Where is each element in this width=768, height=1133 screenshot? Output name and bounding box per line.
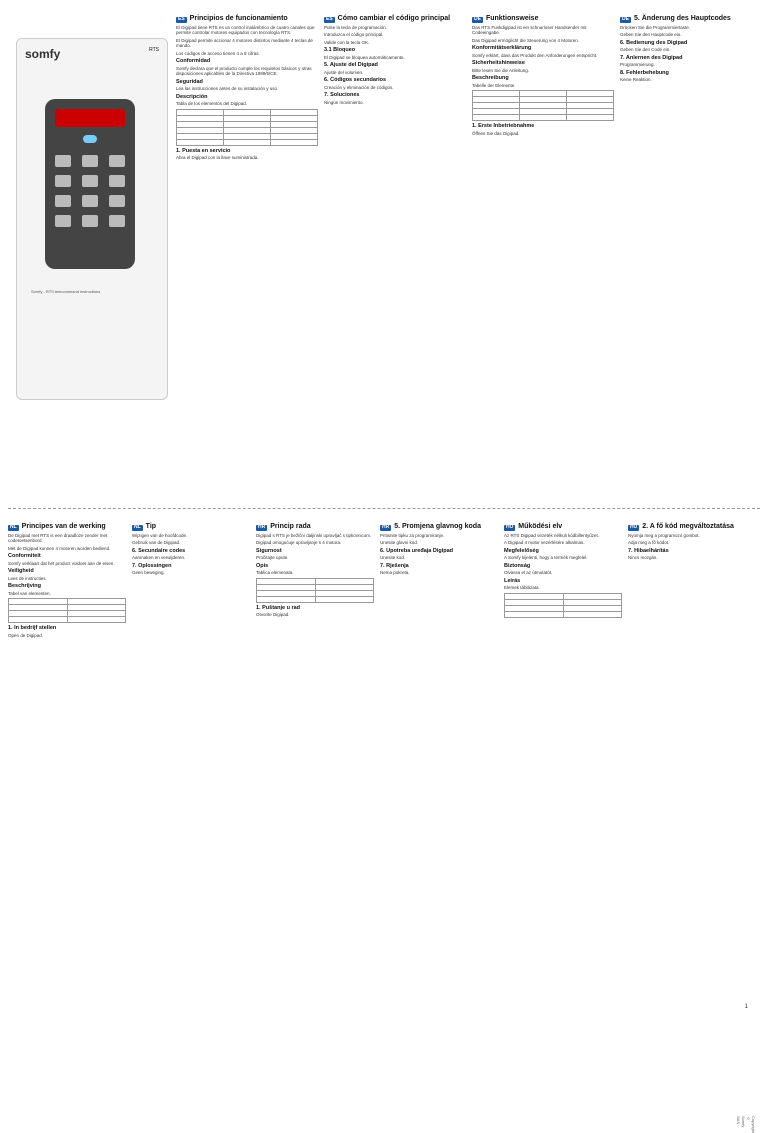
section-text: Nema pokreta. — [380, 570, 410, 575]
section-text: Unesite kod. — [380, 555, 406, 560]
section-heading: Biztonság — [504, 562, 531, 569]
key-icon — [55, 175, 71, 187]
key-icon — [82, 215, 98, 227]
key-icon — [82, 155, 98, 167]
section-text: Öffnen Sie das Digipad. — [472, 130, 520, 136]
paragraph: De Digipad met RTS is een draadloze zender met codetoetsenbord. — [8, 532, 108, 543]
lang-flag: NL — [10, 524, 17, 530]
section-heading: Seguridad — [176, 78, 203, 85]
section-heading: Sicherheitshinweise — [472, 60, 525, 66]
lang-flag: HU — [506, 524, 514, 530]
key-icon — [109, 195, 125, 207]
top-sheet — [8, 8, 760, 504]
column-hu-1 — [504, 524, 622, 620]
section-text: Tabla de los elementos del Digipad. — [176, 101, 248, 106]
section-text: Keine Reaktion. — [620, 77, 652, 82]
key-icon — [109, 175, 125, 187]
column-title: 5. Promjena glavnog koda — [394, 523, 481, 530]
section-text: Geen beweging. — [132, 570, 165, 575]
paragraph: Nyomja meg a programozó gombot. — [628, 532, 700, 538]
lang-flag: DE — [622, 16, 629, 22]
paragraph: El Digipad permite accionar 4 motores distintos mediante 4 teclas de mando. — [176, 37, 313, 48]
section-text: Tabel van elementen. — [8, 590, 51, 596]
paragraph: Drücken Sie die Programmiertaste. — [620, 24, 691, 30]
paragraph: Pritisnite tipku za programiranje. — [380, 532, 445, 538]
led-icon — [83, 135, 97, 143]
column-de-2 — [620, 16, 760, 85]
column-title: Tip — [145, 523, 157, 530]
section-heading: Leírás — [504, 577, 521, 584]
section-text: Ningún movimiento. — [324, 99, 364, 105]
section-heading: 7. Hibaelhárítás — [628, 547, 669, 554]
section-heading: 3.1 Bloqueo — [324, 47, 356, 53]
section-heading: 7. Anlernen des Digipad — [620, 54, 683, 61]
description-table — [8, 598, 126, 623]
section-text: Tabelle der Elemente. — [472, 82, 516, 88]
column-title: Működési elv — [518, 523, 563, 530]
key-icon — [55, 155, 71, 167]
section-heading: Conformidad — [176, 58, 211, 64]
section-heading: Descripción — [176, 93, 208, 100]
paragraph: Az RTS Digipad vezeték nélküli kódbillentyűzet. — [504, 532, 599, 538]
paragraph: Introduzca el código principal. — [324, 32, 384, 37]
key-icon — [82, 195, 98, 207]
column-es-1 — [176, 16, 318, 163]
column-title: Princip rada — [270, 523, 311, 530]
section-heading: 6. Secundaire codes — [132, 547, 186, 554]
column-title: Funktionsweise — [485, 15, 539, 22]
section-text: Otvorite Digipad. — [256, 612, 290, 617]
section-heading: 7. Oplossingen — [132, 562, 172, 569]
section-text: El Digipad se bloquea automáticamente. — [324, 54, 405, 60]
lang-flag: HR — [258, 524, 266, 530]
section-heading: 6. Bedienung des Digipad — [620, 39, 688, 46]
column-hr-2 — [380, 524, 498, 578]
section-heading: 1. Erste Inbetriebnahme — [472, 123, 535, 129]
section-heading: Conformiteit — [8, 553, 41, 559]
section-heading: Konformitätserklärung — [472, 45, 532, 51]
section-text: Somfy erklärt, dass das Produkt den Anforderungen entspricht. — [472, 52, 598, 58]
section-text: Creación y eliminación de códigos. — [324, 84, 394, 90]
column-de-1 — [472, 16, 614, 138]
section-heading: Veiligheid — [8, 568, 34, 574]
description-table — [472, 90, 614, 121]
brand-logo: somfy — [25, 47, 61, 61]
lang-flag: DE — [474, 16, 481, 22]
section-text: Pročitajte upute. — [256, 555, 289, 560]
column-nl-1 — [8, 524, 126, 640]
lang-flag: ES — [326, 16, 333, 22]
paragraph: El Digipad tiene RTS es un control inalámbrico de cuatro canales que permite controlar motores equipados con tecnología RTS. — [176, 24, 315, 35]
page-number: 1 — [744, 1004, 748, 1010]
column-title: Cómo cambiar el código principal — [337, 15, 451, 22]
section-heading: Sigurnost — [256, 547, 282, 554]
key-icon — [109, 215, 125, 227]
rts-logo-icon — [55, 109, 125, 127]
key-icon — [55, 195, 71, 207]
column-hr-1 — [256, 524, 374, 620]
rotated-note: Somfy ‑ RTS telecommand instructions — [31, 289, 101, 294]
section-heading: 6. Upotreba uređaja Digipad — [380, 547, 454, 554]
lang-flag: ES — [178, 16, 185, 22]
section-text: Lees de instructies. — [8, 575, 47, 581]
section-text: A Somfy kijelenti, hogy a termék megfelel. — [504, 555, 588, 560]
paragraph: Adja meg a fő kódot. — [628, 540, 670, 545]
key-icon — [82, 175, 98, 187]
column-title: 5. Änderung des Hauptcodes — [633, 15, 731, 22]
column-nl-2 — [132, 524, 250, 578]
section-heading: 7. Soluciones — [324, 92, 360, 98]
section-heading: 8. Fehlerbehebung — [620, 69, 669, 76]
section-text: Tablica elemenata. — [256, 570, 294, 575]
key-icon — [109, 155, 125, 167]
section-text: Nincs mozgás. — [628, 555, 658, 560]
section-text: Somfy declara que el producto cumple los requisitos básicos y otras disposiciones aplicables de la Directiva 1999/5/CE. — [176, 65, 312, 76]
section-text: Ajuste del volumen. — [324, 69, 364, 75]
lang-flag: NL — [134, 524, 141, 530]
key-icon — [55, 215, 71, 227]
model-tag: RTS — [149, 47, 159, 53]
paragraph: Geben Sie den Hauptcode ein. — [620, 32, 682, 37]
device-illustration — [16, 38, 168, 400]
paragraph: Pulse la tecla de programación. — [324, 24, 388, 30]
paragraph: Das Digipad ermöglicht die Steuerung von 4 Motoren. — [472, 37, 580, 43]
paragraph: Valide con la tecla OK. — [324, 39, 370, 45]
paragraph: Wijzigen van de hoofdcode. — [132, 532, 188, 538]
column-title: 2. A fő kód megváltoztatása — [642, 523, 734, 530]
description-table — [256, 578, 374, 603]
section-heading: 6. Códigos secundarios — [324, 77, 387, 83]
paragraph: Digipad s RTS je bežični daljinski upravljač s tipkovnicom. — [256, 532, 372, 538]
section-text: Geben Sie den Code ein. — [620, 47, 671, 52]
description-table — [176, 109, 318, 146]
paragraph: Los códigos de acceso tienen 4 a 8 cifras. — [176, 50, 260, 56]
lang-flag: HR — [382, 524, 390, 530]
paragraph: Das RTS Funkdigipad ist ein schnurloser Handsender mit Codeeingabe. — [472, 24, 587, 35]
section-heading: 1. Puštanje u rad — [256, 604, 301, 611]
section-text: Bitte lesen Sie die Anleitung. — [472, 67, 530, 73]
section-text: Open de Digipad. — [8, 632, 44, 638]
section-text: Programmierung. — [620, 62, 655, 67]
section-text: Olvassa el az útmutatót. — [504, 570, 553, 575]
section-heading: 1. In bedrijf stellen — [8, 625, 57, 631]
section-heading: Megfelelőség — [504, 547, 539, 554]
paragraph: Unesite glavni kod. — [380, 540, 419, 545]
section-text: Lea las instrucciones antes de su instalación y uso. — [176, 86, 279, 91]
remote-icon — [45, 99, 135, 269]
description-table — [504, 593, 622, 618]
column-title: Principios de funcionamiento — [189, 15, 288, 22]
column-title: Principes van de werking — [21, 523, 106, 530]
column-es-2 — [324, 16, 466, 107]
section-text: Elemek táblázata. — [504, 585, 540, 590]
section-text: Aanmaken en verwijderen. — [132, 555, 186, 560]
bottom-sheet — [8, 516, 760, 1133]
section-heading: Beschrijving — [8, 583, 42, 589]
section-heading: 5. Ajuste del Digipad — [324, 62, 378, 68]
paragraph: Digipad omogućuje upravljanje s 4 motora. — [256, 540, 342, 545]
copyright-text: Copyright © Somfy SAS — [736, 1116, 756, 1133]
section-heading: 7. Rješenja — [380, 562, 409, 569]
paragraph: A Digipad 4 motor vezérlésére alkalmas. — [504, 540, 585, 545]
paragraph: Gebruik van de Digipad. — [132, 540, 181, 545]
column-hu-2 — [628, 524, 746, 563]
lang-flag: HU — [630, 524, 638, 530]
section-heading: 1. Puesta en servicio — [176, 147, 231, 154]
fold-divider — [8, 508, 760, 509]
section-text: Somfy verklaart dat het product voldoet aan de eisen. — [8, 560, 115, 566]
section-text: Abra el Digipad con la llave suministrada. — [176, 155, 259, 160]
section-heading: Beschreibung — [472, 75, 509, 81]
paragraph: Met de Digipad kunnen 4 motoren worden bediend. — [8, 545, 111, 551]
section-heading: Opis — [256, 562, 269, 569]
